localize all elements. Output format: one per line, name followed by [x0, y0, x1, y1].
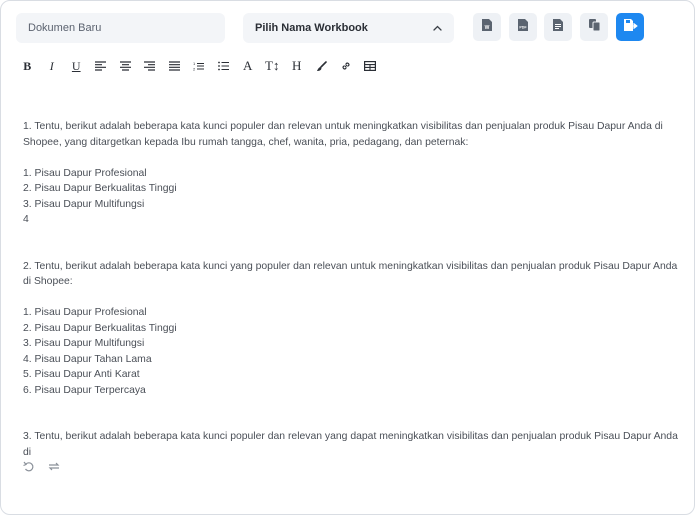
bold-button[interactable]: B	[23, 58, 32, 73]
result-block-3	[23, 429, 683, 460]
redo-icon[interactable]	[47, 459, 61, 473]
svg-text:W: W	[484, 24, 490, 31]
export-word-button[interactable]	[473, 13, 501, 41]
list-item: 1. Pisau Dapur Profesional	[23, 167, 147, 179]
align-center-icon[interactable]	[113, 57, 138, 75]
undo-icon[interactable]	[21, 459, 35, 473]
block-3-intro: 3. Tentu, berikut adalah beberapa kata kunci populer dan relevan yang dapat meningkatkan visibilitas dan penjualan produk Pisau Dapur Anda di	[23, 431, 678, 458]
editor-content[interactable]	[23, 119, 683, 458]
list-item: 2. Pisau Dapur Berkualitas Tinggi	[23, 183, 177, 194]
link-icon[interactable]	[334, 57, 359, 75]
pdf-file-icon	[517, 18, 529, 37]
word-file-icon	[481, 18, 493, 37]
list-item: 1. Pisau Dapur Profesional	[23, 307, 147, 318]
svg-text:2: 2	[193, 66, 196, 72]
font-size-button[interactable]: T↕	[265, 58, 280, 73]
align-left-icon[interactable]	[89, 57, 114, 75]
save-export-icon	[623, 18, 638, 37]
workbook-select-label: Pilih Nama Workbook	[255, 22, 368, 34]
block-2-intro: 2. Tentu, berikut adalah beberapa kata kunci yang populer dan relevan untuk meningkatkan visibilitas dan penjualan produk Pisau Dapur Anda di Shopee:	[23, 260, 678, 287]
result-block-1	[23, 119, 683, 228]
table-icon[interactable]	[358, 57, 383, 75]
bullet-list-icon[interactable]	[211, 57, 236, 75]
list-item: 4. Pisau Dapur Tahan Lama	[23, 353, 152, 365]
format-toolbar	[15, 56, 383, 76]
align-justify-icon[interactable]	[162, 57, 187, 75]
export-doc-button[interactable]	[544, 13, 572, 41]
ordered-list-icon[interactable]	[187, 57, 212, 75]
svg-text:PDF: PDF	[519, 25, 527, 29]
underline-button[interactable]: U	[71, 58, 81, 73]
italic-button[interactable]: I	[49, 58, 54, 73]
list-item: 5. Pisau Dapur Anti Karat	[23, 369, 140, 380]
heading-button[interactable]: H	[292, 58, 302, 73]
brush-icon[interactable]	[309, 57, 334, 75]
svg-text:1: 1	[193, 61, 196, 66]
top-bar	[1, 1, 694, 51]
list-item: 6. Pisau Dapur Terpercaya	[23, 384, 146, 396]
result-block-2	[23, 259, 683, 399]
list-item: 3. Pisau Dapur Multifungsi	[23, 198, 145, 210]
copy-icon	[588, 18, 601, 37]
block-1-intro: 1. Tentu, berikut adalah beberapa kata kunci populer dan relevan untuk meningkatkan visibilitas dan penjualan produk Pisau Dapur Anda di Shopee, yang ditargetkan kepada Ibu rumah tangga, chef, wanita, pria, pedagang, dan peternak:	[23, 121, 663, 148]
document-icon	[552, 18, 564, 37]
font-color-button[interactable]: A	[243, 58, 253, 73]
workbook-select[interactable]	[243, 13, 454, 43]
chevron-up-icon	[432, 23, 442, 33]
document-name-input[interactable]	[16, 13, 225, 43]
history-controls	[21, 459, 61, 473]
list-item: 3. Pisau Dapur Multifungsi	[23, 338, 145, 349]
list-item: 4	[23, 214, 29, 225]
copy-button[interactable]	[580, 13, 608, 41]
save-button[interactable]	[616, 13, 644, 41]
align-right-icon[interactable]	[138, 57, 163, 75]
export-pdf-button[interactable]	[509, 13, 537, 41]
list-item: 2. Pisau Dapur Berkualitas Tinggi	[23, 322, 177, 334]
